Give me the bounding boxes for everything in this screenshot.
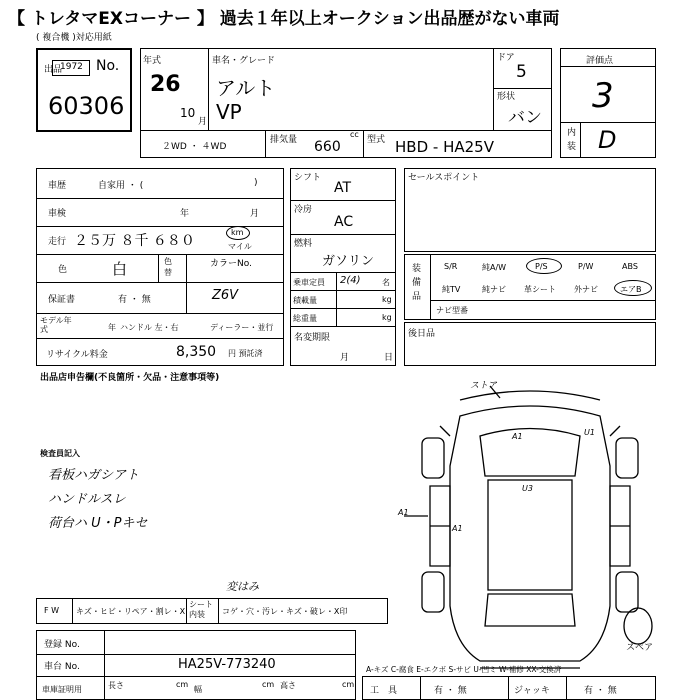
fw-items: キズ・ヒビ・リペア・割レ・X [76, 607, 186, 616]
load-label: 積載量 [293, 296, 317, 305]
height-unit: cm [342, 680, 355, 689]
year-label: 年式 [143, 56, 162, 66]
expiry-day: 日 [384, 353, 394, 363]
venue-label: 出品 [44, 65, 63, 75]
diagram-mark-left: A1 [452, 524, 463, 533]
expiry-month: 月 [340, 353, 350, 363]
equipment-item-sr: S/R [444, 262, 458, 271]
equipment-item-abs: ABS [622, 262, 638, 271]
fw-label: F W [44, 606, 60, 615]
page-title: 【 トレタマEXコーナー 】 過去１年以上オークション出品歴がない車両 [8, 9, 560, 29]
length-unit: cm [176, 680, 189, 689]
weight-unit: kg [382, 313, 392, 322]
documents-box [404, 322, 656, 366]
name-label: 車名・グレード [212, 56, 276, 66]
fw-interior-items: コゲ・穴・汚レ・キズ・破レ・X印 [222, 607, 348, 616]
notes-label: 出品店申告欄(不良箇所・欠品・注意事項等) [40, 373, 220, 383]
recycle-amount: 8,350 [176, 344, 217, 360]
model-year-label: モデル年式 [40, 316, 72, 334]
jack-label: ジャッキ [514, 686, 550, 696]
chassis-label: 車台 No. [44, 662, 80, 672]
documents-label: 後日品 [408, 329, 436, 339]
equipment-item-leather: 革シート [524, 285, 556, 294]
length-label: 長さ [108, 681, 124, 690]
reg-no-label: 登録 No. [44, 640, 80, 650]
garage-label: 車庫証明用 [42, 685, 82, 694]
fuel-label: 燃料 [294, 239, 313, 249]
history-label: 車歴 [48, 181, 67, 191]
width-label: 幅 [194, 685, 202, 694]
displacement-value: 660 [314, 139, 341, 155]
width-unit: cm [262, 680, 275, 689]
shape-label: 形状 [497, 92, 516, 102]
handle-label: ハンドル 左・右 [120, 323, 179, 332]
interior-label: 内装 [567, 128, 577, 152]
capacity-label: 乗車定員 [293, 278, 325, 287]
fw-annotation: 変はみ [226, 580, 259, 593]
diagram-front-label: ストア [470, 381, 497, 391]
equipment-item-ext-navi: 外ナビ [574, 285, 598, 294]
warranty-value: 有 ・ 無 [118, 295, 151, 305]
model-label: 型式 [367, 135, 386, 145]
navi-model-label: ナビ型番 [436, 306, 468, 315]
history-value: 自家用 ・ ( [98, 181, 144, 191]
sales-point-label: セールスポイント [408, 173, 480, 183]
inspector-label: 検査員記入 [40, 449, 80, 458]
equipment-item-pw: P/W [578, 262, 594, 271]
doors-label: ドア [497, 53, 515, 63]
score-value: 3 [592, 76, 614, 116]
color-label: 色 [58, 265, 68, 275]
mileage-unit-mile: マイル [228, 242, 252, 251]
mileage-label: 走行 [48, 237, 67, 247]
spare-label: スペア [626, 643, 654, 653]
model-value: HBD - HA25V [395, 138, 494, 156]
jack-value: 有 ・ 無 [584, 686, 617, 696]
year-value: 26 [150, 72, 181, 97]
diagram-mark-roof: U3 [522, 484, 533, 493]
capacity-value: 2(4) [340, 275, 361, 286]
inspection-label: 車検 [48, 209, 67, 219]
fuel-value: ガソリン [322, 254, 375, 269]
shift-label: シフト [294, 173, 322, 183]
color-no-label: カラーNo. [210, 259, 252, 269]
inspector-line-1: 看板ハガシアト [48, 468, 140, 483]
ac-label: 冷房 [294, 205, 313, 215]
month-unit: 月 [198, 117, 208, 127]
displacement-label: 排気量 [270, 135, 298, 145]
doors-value: 5 [516, 62, 527, 82]
mileage-value: ２５万 ８千 ６８０ [74, 233, 195, 249]
load-unit: kg [382, 295, 392, 304]
lot-number: 60306 [48, 92, 125, 120]
interior-value: D [598, 126, 617, 154]
ac-value: AC [334, 214, 354, 230]
recycle-unit: 円 預託済 [228, 349, 263, 358]
equipment-label: 装備品 [412, 264, 422, 302]
inspector-line-2: ハンドルスレ [48, 492, 126, 507]
vehicle-grade: VP [216, 100, 242, 124]
form-subtitle: ( 複合機 )対応用紙 [36, 33, 112, 43]
history-close: ) [254, 178, 258, 188]
mileage-unit-km: km [231, 228, 244, 237]
diagram-mark-right: U1 [584, 428, 595, 437]
displacement-unit: cc [350, 130, 359, 139]
damage-legend: A-キズ C-腐食 E-エクボ S-サビ U-凹ミ W-補修 XX-交換済 [366, 665, 562, 674]
equipment-item-navi: 純ナビ [482, 285, 506, 294]
weight-label: 総重量 [293, 314, 317, 323]
chassis-value: HA25V-773240 [178, 657, 276, 672]
score-label: 評価点 [586, 56, 614, 66]
inspector-line-3: 荷台ハ U・Pキセ [48, 516, 148, 531]
drive-label: ２WD ・ ４WD [162, 142, 227, 152]
shift-value: AT [334, 180, 352, 196]
color-value: 白 [112, 260, 128, 278]
tools-value: 有 ・ 無 [434, 686, 467, 696]
dealer-label: ディーラー・並行 [210, 323, 274, 332]
equipment-item-ps: P/S [535, 262, 548, 271]
tools-label: 工 具 [370, 686, 398, 696]
warranty-label: 保証書 [48, 295, 76, 305]
height-label: 高さ [280, 681, 296, 690]
vehicle-diagram [400, 376, 660, 676]
inspection-year-unit: 年 [180, 209, 190, 219]
model-year-unit: 年 [108, 323, 116, 332]
equipment-item-tv: 純TV [442, 285, 461, 294]
inspection-month-unit: 月 [250, 209, 260, 219]
vehicle-name: アルト [216, 76, 276, 100]
venue-code: 1972 [60, 62, 83, 72]
month-value: 10 [180, 106, 196, 120]
fw-interior-label: シート内装 [189, 600, 213, 619]
diagram-mark-front: A1 [512, 432, 523, 441]
shape-value: バン [508, 108, 542, 128]
diagram-left-label: A1 [398, 508, 409, 517]
capacity-unit: 名 [382, 278, 390, 287]
lot-no-label: No. [96, 58, 120, 74]
color-swap-label: 色替 [164, 257, 172, 277]
equipment-item-airbag: エアB [620, 285, 642, 294]
equipment-item-aw: 純A/W [482, 263, 507, 272]
expiry-label: 名変期限 [294, 333, 331, 343]
recycle-label: リサイクル料金 [46, 350, 108, 360]
color-no-value: Z6V [212, 288, 239, 303]
